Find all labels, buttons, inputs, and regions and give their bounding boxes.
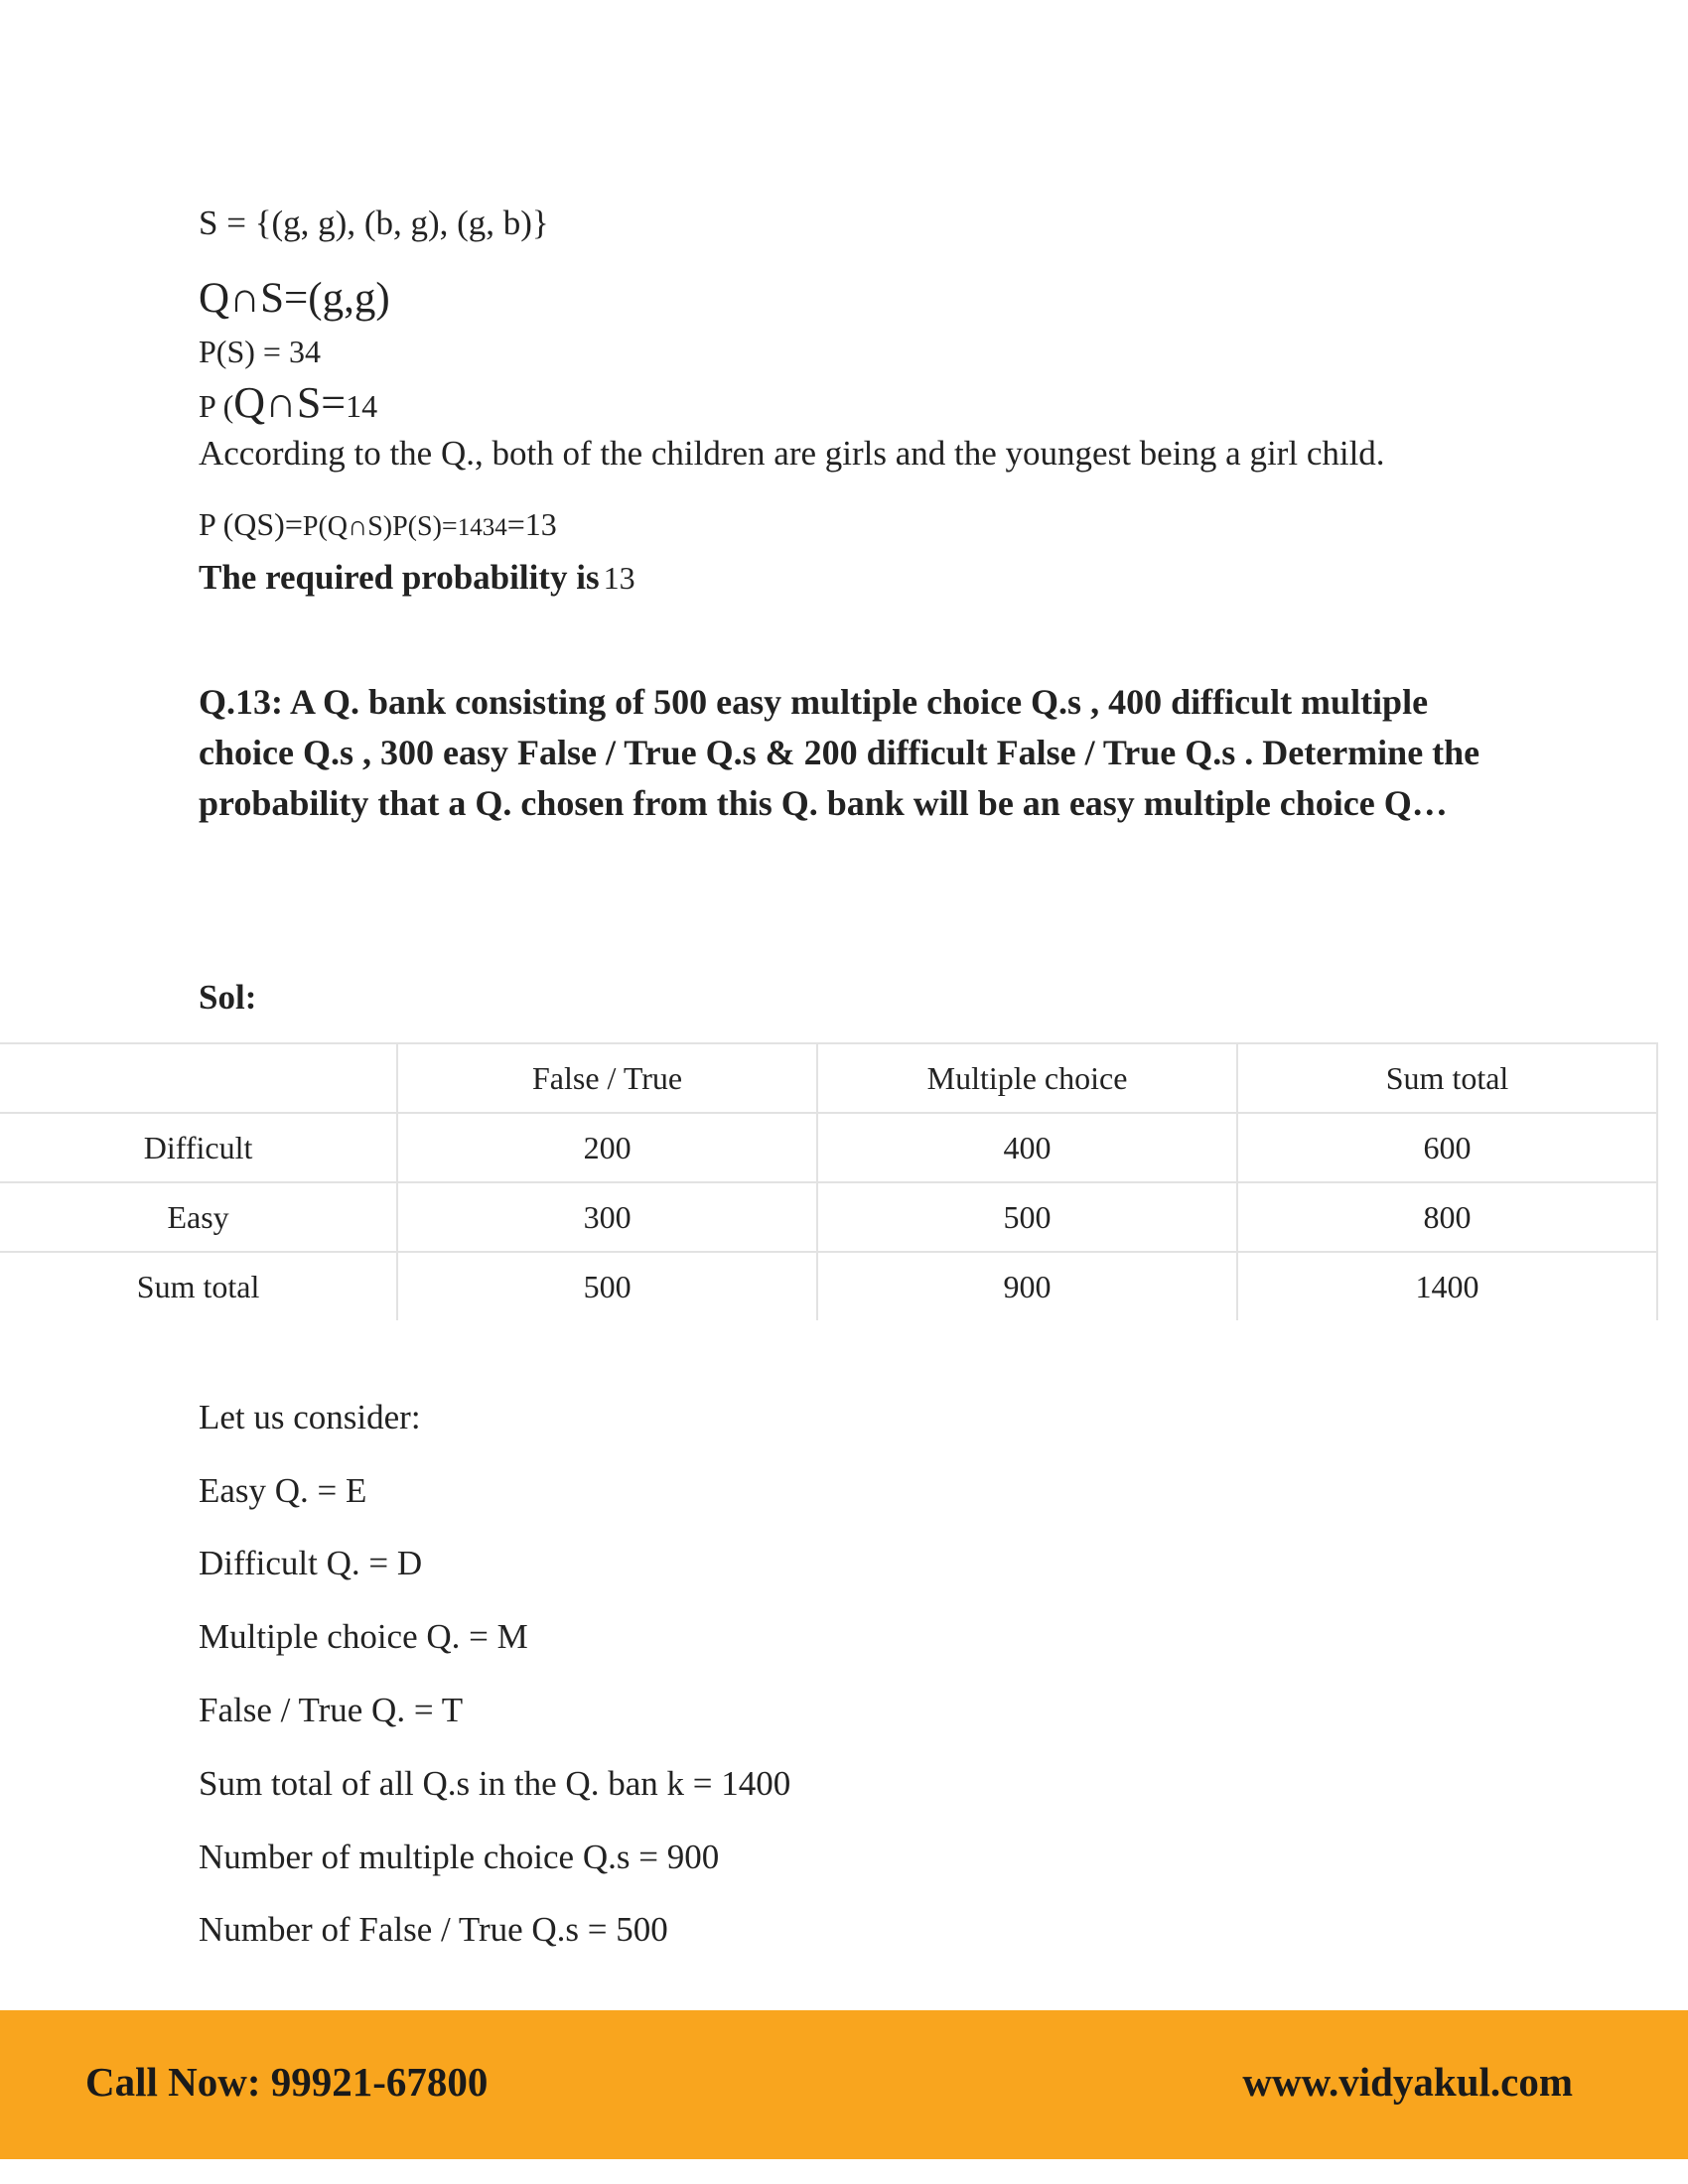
footer-banner xyxy=(0,2010,1688,2159)
according-line: According to the Q., both of the children are girls and the youngest being a girl child. xyxy=(199,434,1385,473)
question-13: Q.13: A Q. bank consisting of 500 easy multiple choice Q.s , 400 difficult multiple choice Q.s , 300 easy False / True Q.s & 200 difficult False / True Q.s . Determine the probability that a Q. chosen from this Q. bank will be an easy multiple choice Q… xyxy=(199,682,1480,823)
table-cell: 1400 xyxy=(1237,1252,1657,1320)
required-value: 13 xyxy=(603,560,635,596)
table-cell xyxy=(0,1043,397,1113)
difficult-definition: Difficult Q. = D xyxy=(199,1544,423,1582)
table-cell: 400 xyxy=(817,1113,1237,1182)
table-cell: 800 xyxy=(1237,1182,1657,1252)
pqs-prefix: P ( xyxy=(199,388,234,424)
easy-definition: Easy Q. = E xyxy=(199,1471,367,1510)
cond-part-a: P (QS)= xyxy=(199,506,303,542)
probability-s-line: P(S) = 34 xyxy=(199,334,321,369)
pqs-set: Q∩S= xyxy=(233,378,347,427)
cond-part-c: 1434 xyxy=(457,514,507,541)
multiple-choice-definition: Multiple choice Q. = M xyxy=(199,1617,528,1656)
required-label: The required probability is xyxy=(199,558,600,597)
row-label: Easy xyxy=(0,1182,397,1252)
sample-space-line: S = {(g, g), (b, g), (g, b)} xyxy=(199,204,549,242)
total-questions-line: Sum total of all Q.s in the Q. ban k = 1400 xyxy=(199,1764,791,1803)
pqs-value: 14 xyxy=(346,388,378,424)
false-true-definition: False / True Q. = T xyxy=(199,1691,464,1729)
table-row xyxy=(0,1252,1657,1320)
table-cell: 500 xyxy=(817,1182,1237,1252)
table-header-cell: Multiple choice xyxy=(817,1043,1237,1113)
required-probability-line xyxy=(199,558,635,598)
cond-part-b: P(Q∩S)P(S)= xyxy=(302,511,458,542)
table-cell: 900 xyxy=(817,1252,1237,1320)
table-cell: 600 xyxy=(1237,1113,1657,1182)
row-label: Difficult xyxy=(0,1113,397,1182)
table-header-row xyxy=(0,1043,1657,1113)
cond-part-d: =13 xyxy=(506,506,557,542)
table-header-cell: Sum total xyxy=(1237,1043,1657,1113)
call-now-text: Call Now: 99921-67800 xyxy=(85,2059,489,2105)
table-cell: 500 xyxy=(397,1252,817,1320)
intersection-line: Q∩S=(g,g) xyxy=(199,275,390,322)
question-bank-table xyxy=(0,1042,1658,1320)
conditional-probability-line xyxy=(199,506,557,544)
multiple-choice-count-line: Number of multiple choice Q.s = 900 xyxy=(199,1838,720,1876)
table-row xyxy=(0,1113,1657,1182)
table-cell: 200 xyxy=(397,1113,817,1182)
table-row xyxy=(0,1182,1657,1252)
table-header-cell: False / True xyxy=(397,1043,817,1113)
row-label: Sum total xyxy=(0,1252,397,1320)
website-link[interactable]: www.vidyakul.com xyxy=(1242,2059,1573,2105)
consider-intro: Let us consider: xyxy=(199,1398,421,1436)
probability-intersection-line xyxy=(199,377,377,428)
false-true-count-line: Number of False / True Q.s = 500 xyxy=(199,1910,668,1949)
table-cell: 300 xyxy=(397,1182,817,1252)
solution-label: Sol: xyxy=(199,978,257,1017)
